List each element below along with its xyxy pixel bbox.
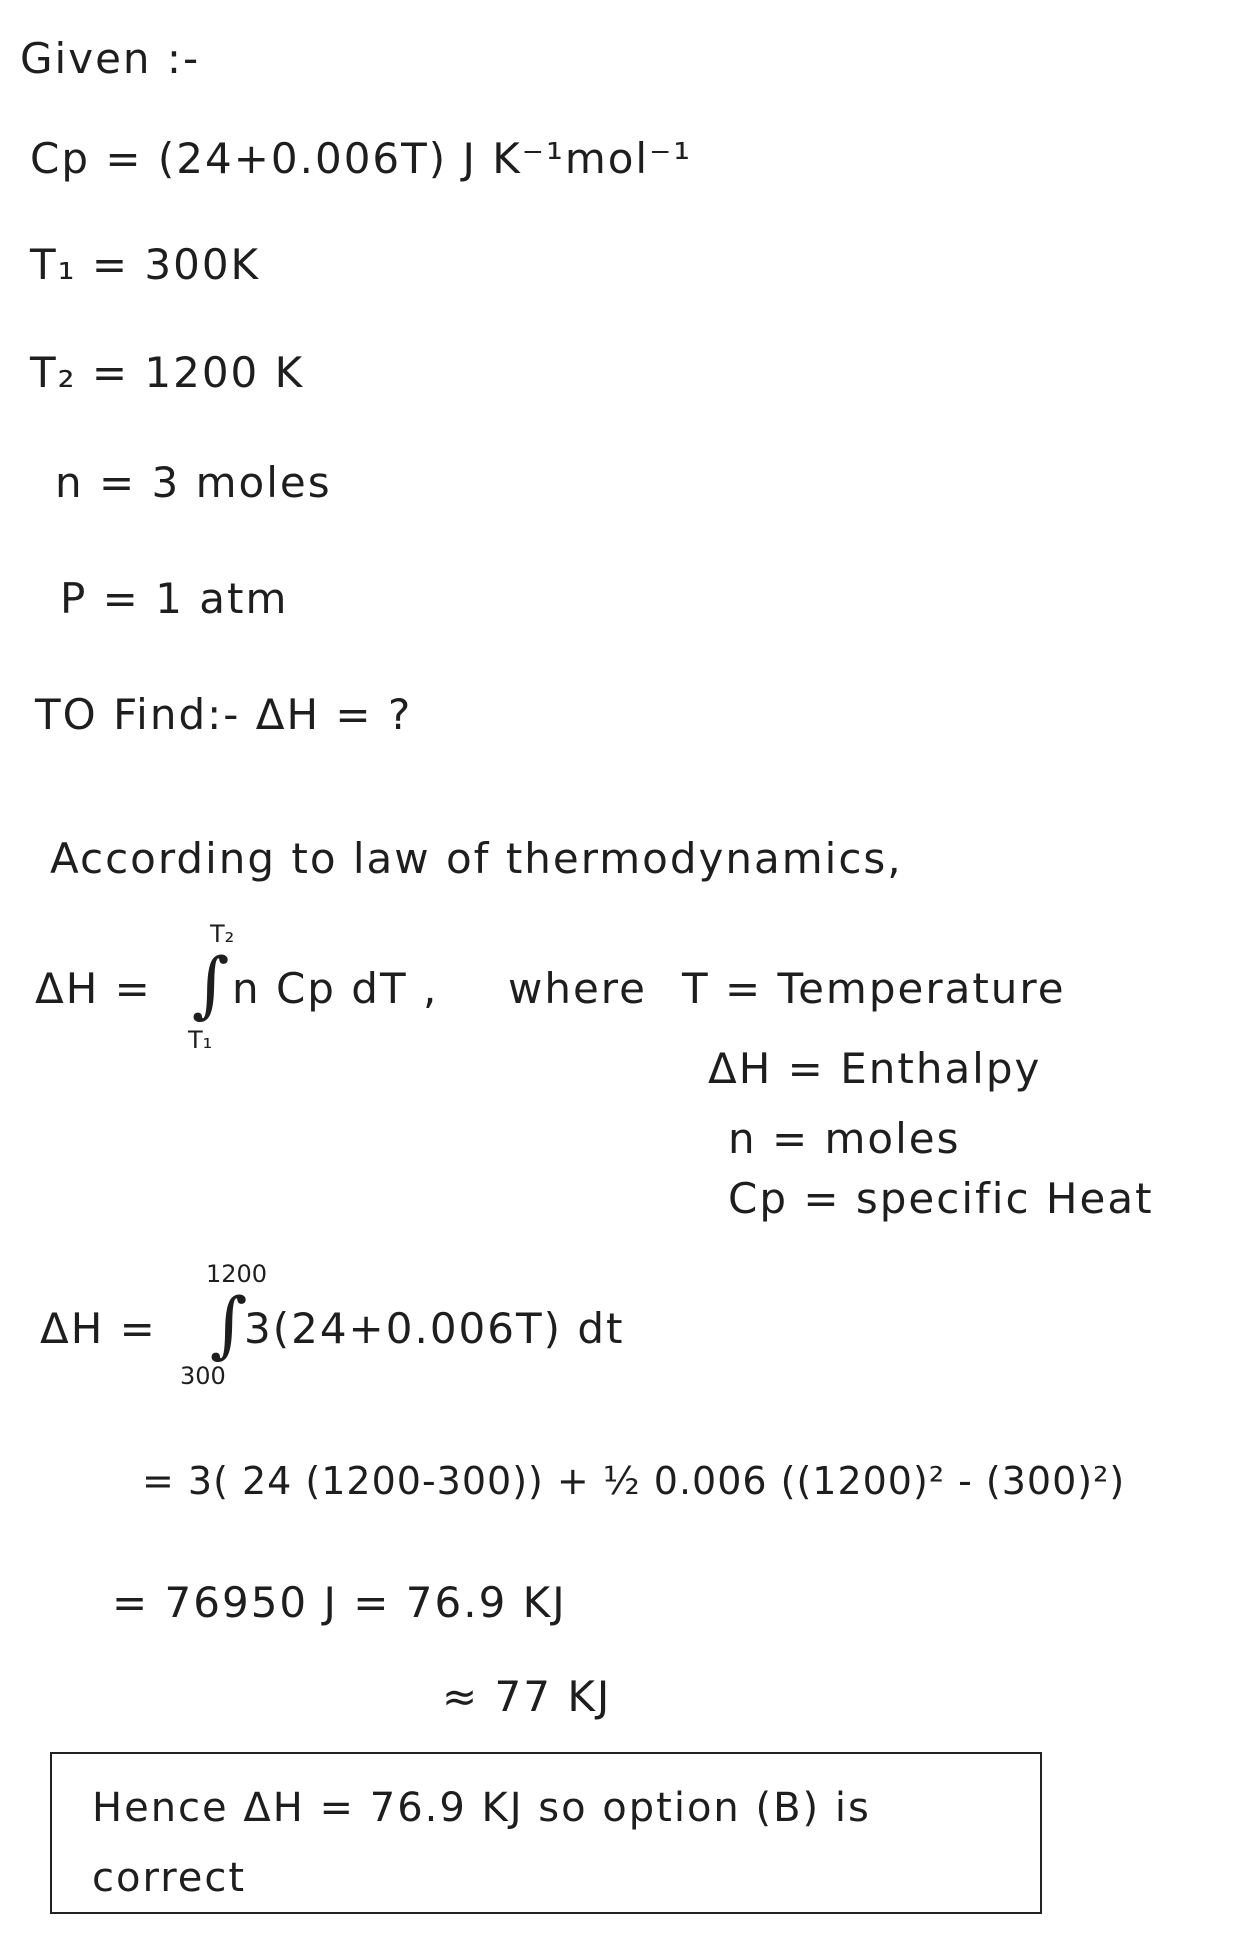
- calc-step-3: ≈ 77 KJ: [442, 1672, 612, 1721]
- cp-equation: Cp = (24+0.006T) J K⁻¹mol⁻¹: [30, 134, 693, 183]
- p-value: P = 1 atm: [60, 574, 289, 623]
- where-label: where: [508, 964, 647, 1013]
- n-value: n = 3 moles: [55, 458, 332, 507]
- conclusion-line-2: correct: [92, 1855, 247, 1901]
- calc-upper-limit: 1200: [206, 1260, 268, 1288]
- conclusion-box: [50, 1752, 1042, 1914]
- t1-value: T₁ = 300K: [30, 240, 261, 289]
- to-find: TO Find:- ΔH = ?: [35, 690, 413, 739]
- t2-value: T₂ = 1200 K: [30, 348, 305, 397]
- calc-integrand: 3(24+0.006T) dt: [244, 1304, 625, 1353]
- formula-integrand: n Cp dT ,: [232, 964, 439, 1013]
- conclusion-line-1: Hence ΔH = 76.9 KJ so option (B) is: [92, 1785, 871, 1831]
- definition-temperature: T = Temperature: [682, 964, 1066, 1013]
- formula-lhs: ΔH =: [35, 964, 152, 1013]
- integral-sign-icon: ∫: [210, 1282, 248, 1366]
- calc-lower-limit: 300: [180, 1362, 226, 1390]
- given-heading: Given :-: [20, 34, 201, 83]
- calc-step-2: = 76950 J = 76.9 KJ: [112, 1578, 567, 1627]
- definition-enthalpy: ΔH = Enthalpy: [708, 1044, 1042, 1093]
- definition-moles: n = moles: [728, 1114, 961, 1163]
- formula-upper-limit: T₂: [210, 920, 235, 948]
- law-statement: According to law of thermodynamics,: [50, 834, 903, 883]
- calc-lhs: ΔH =: [40, 1304, 157, 1353]
- integral-sign-icon: ∫: [192, 942, 230, 1026]
- definition-specific-heat: Cp = specific Heat: [728, 1174, 1154, 1223]
- calc-step-1: = 3( 24 (1200-300)) + ½ 0.006 ((1200)² - (300)²): [142, 1459, 1126, 1503]
- formula-lower-limit: T₁: [188, 1026, 213, 1054]
